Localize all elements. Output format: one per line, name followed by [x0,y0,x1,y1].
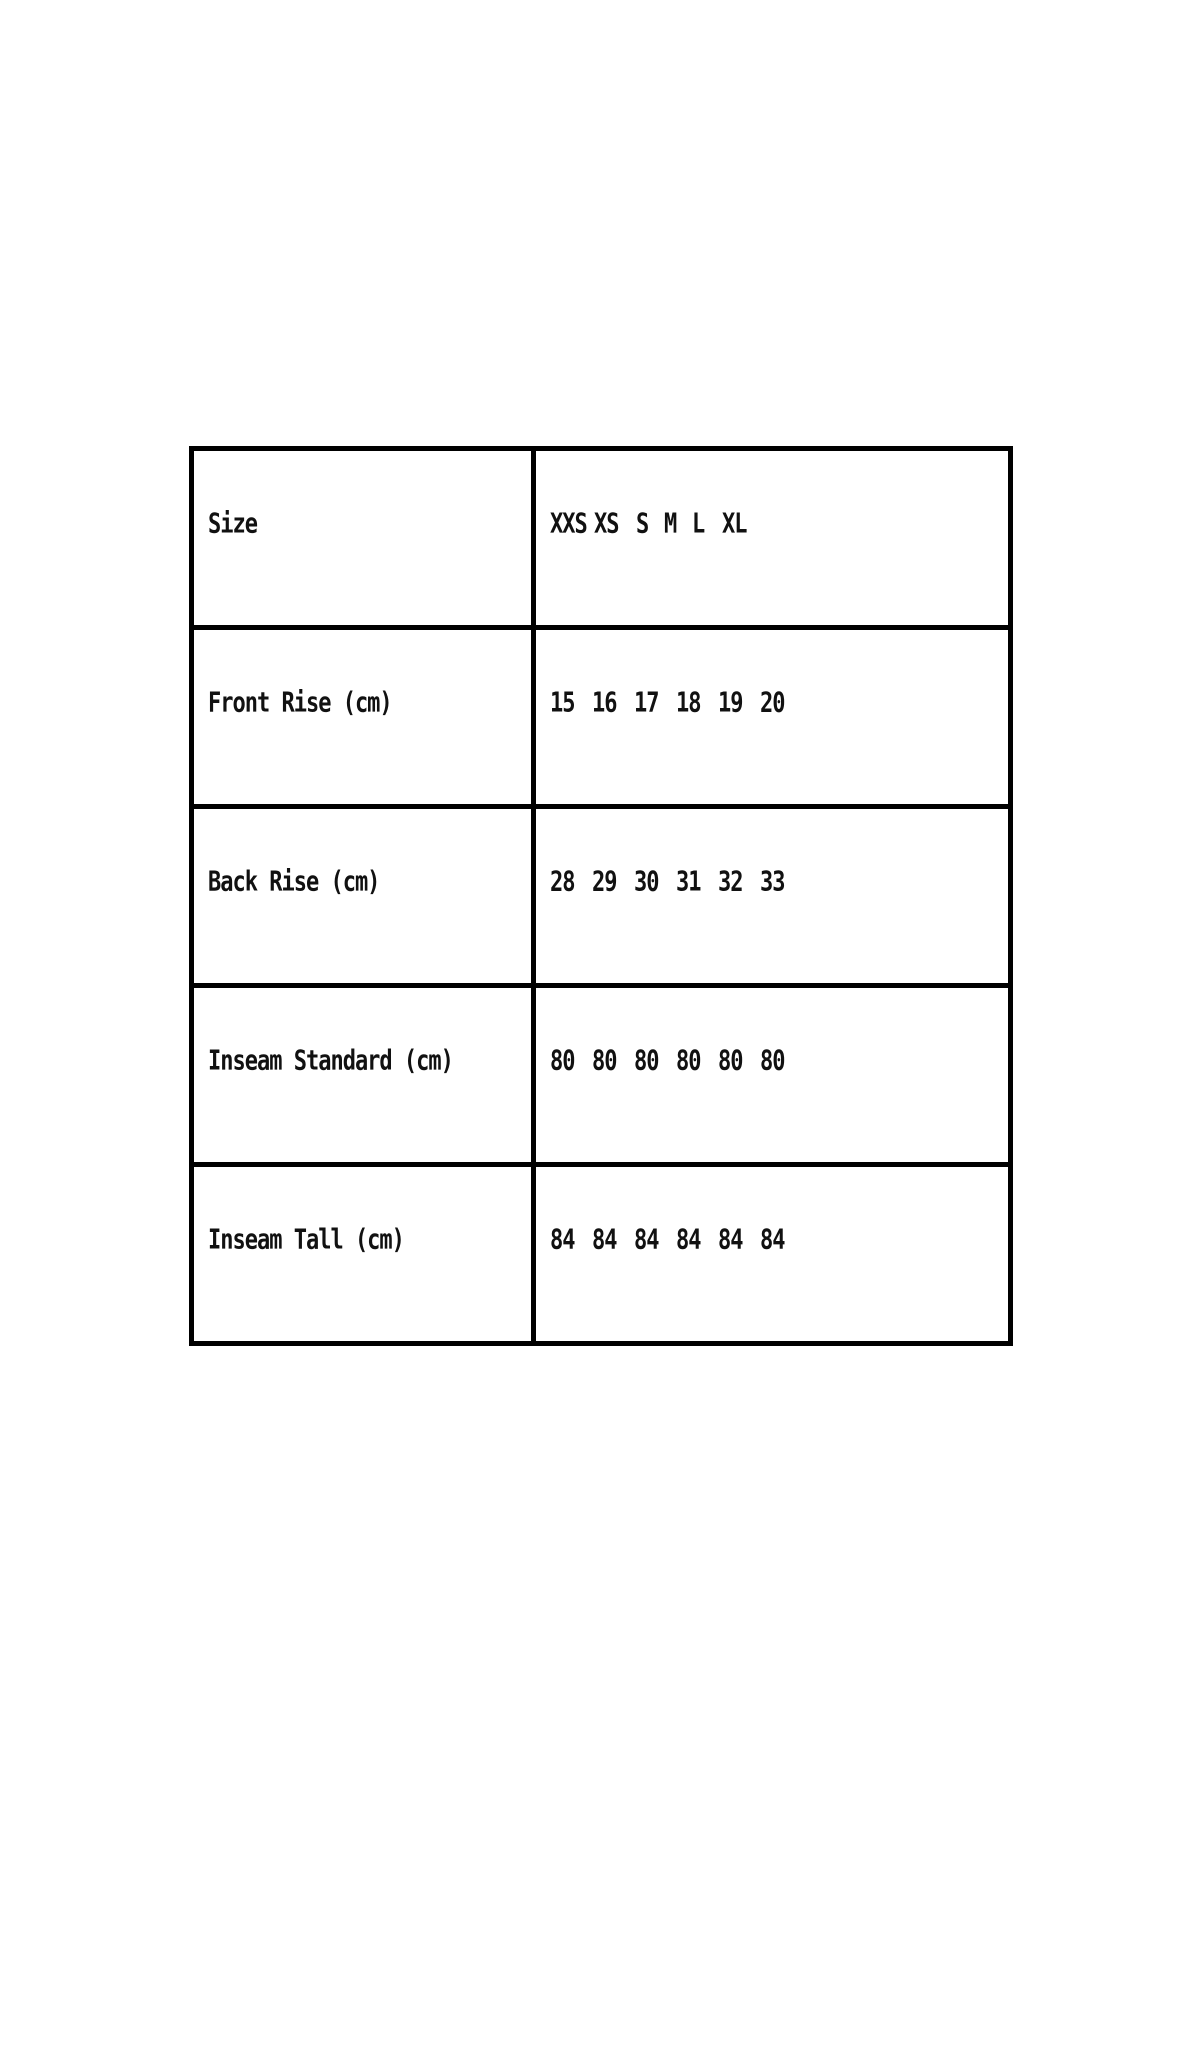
measurement-value: 33 [760,866,785,898]
row-label-cell [192,1165,534,1344]
measurement-value: 80 [634,1045,659,1077]
table-row-size [192,449,1011,628]
measurement-value: 84 [718,1224,743,1256]
size-value: M [664,508,677,540]
row-label: Size [208,508,257,540]
row-values-cell [534,1165,1011,1344]
measurement-value: 84 [676,1224,701,1256]
measurement-value: 80 [718,1045,743,1077]
measurement-value: 28 [550,866,575,898]
measurement-value: 29 [592,866,617,898]
row-values-cell [534,807,1011,986]
row-values [550,687,802,718]
measurement-value: 84 [592,1224,617,1256]
row-values [550,508,752,539]
size-value: L [692,508,705,540]
row-label: Inseam Standard (cm) [208,1045,453,1077]
size-value: XXS [550,508,587,540]
table-row-back-rise [192,807,1011,986]
row-values [550,1224,802,1255]
measurement-value: 17 [634,687,659,719]
row-label: Back Rise (cm) [208,866,380,898]
measurement-value: 19 [718,687,743,719]
row-values-cell [534,449,1011,628]
row-values-cell [534,628,1011,807]
measurement-value: 80 [760,1045,785,1077]
measurement-value: 16 [592,687,617,719]
measurement-value: 15 [550,687,575,719]
measurement-value: 80 [676,1045,701,1077]
measurement-value: 84 [760,1224,785,1256]
size-value: XL [722,508,747,540]
size-chart-body [192,449,1011,1344]
measurement-value: 80 [592,1045,617,1077]
table-row-front-rise [192,628,1011,807]
size-value: S [636,508,649,540]
table-row-inseam-tall [192,1165,1011,1344]
size-value: XS [594,508,619,540]
measurement-value: 20 [760,687,785,719]
measurement-value: 31 [676,866,701,898]
table-row-inseam-standard [192,986,1011,1165]
measurement-value: 80 [550,1045,575,1077]
measurement-value: 18 [676,687,701,719]
measurement-value: 84 [550,1224,575,1256]
row-label-cell [192,986,534,1165]
row-label: Inseam Tall (cm) [208,1224,404,1256]
measurement-value: 30 [634,866,659,898]
size-chart-table [189,446,1013,1346]
row-values [550,866,802,897]
row-label-cell [192,449,534,628]
row-values [550,1045,802,1076]
row-label-cell [192,628,534,807]
row-label: Front Rise (cm) [208,687,392,719]
measurement-value: 84 [634,1224,659,1256]
measurement-value: 32 [718,866,743,898]
row-label-cell [192,807,534,986]
row-values-cell [534,986,1011,1165]
